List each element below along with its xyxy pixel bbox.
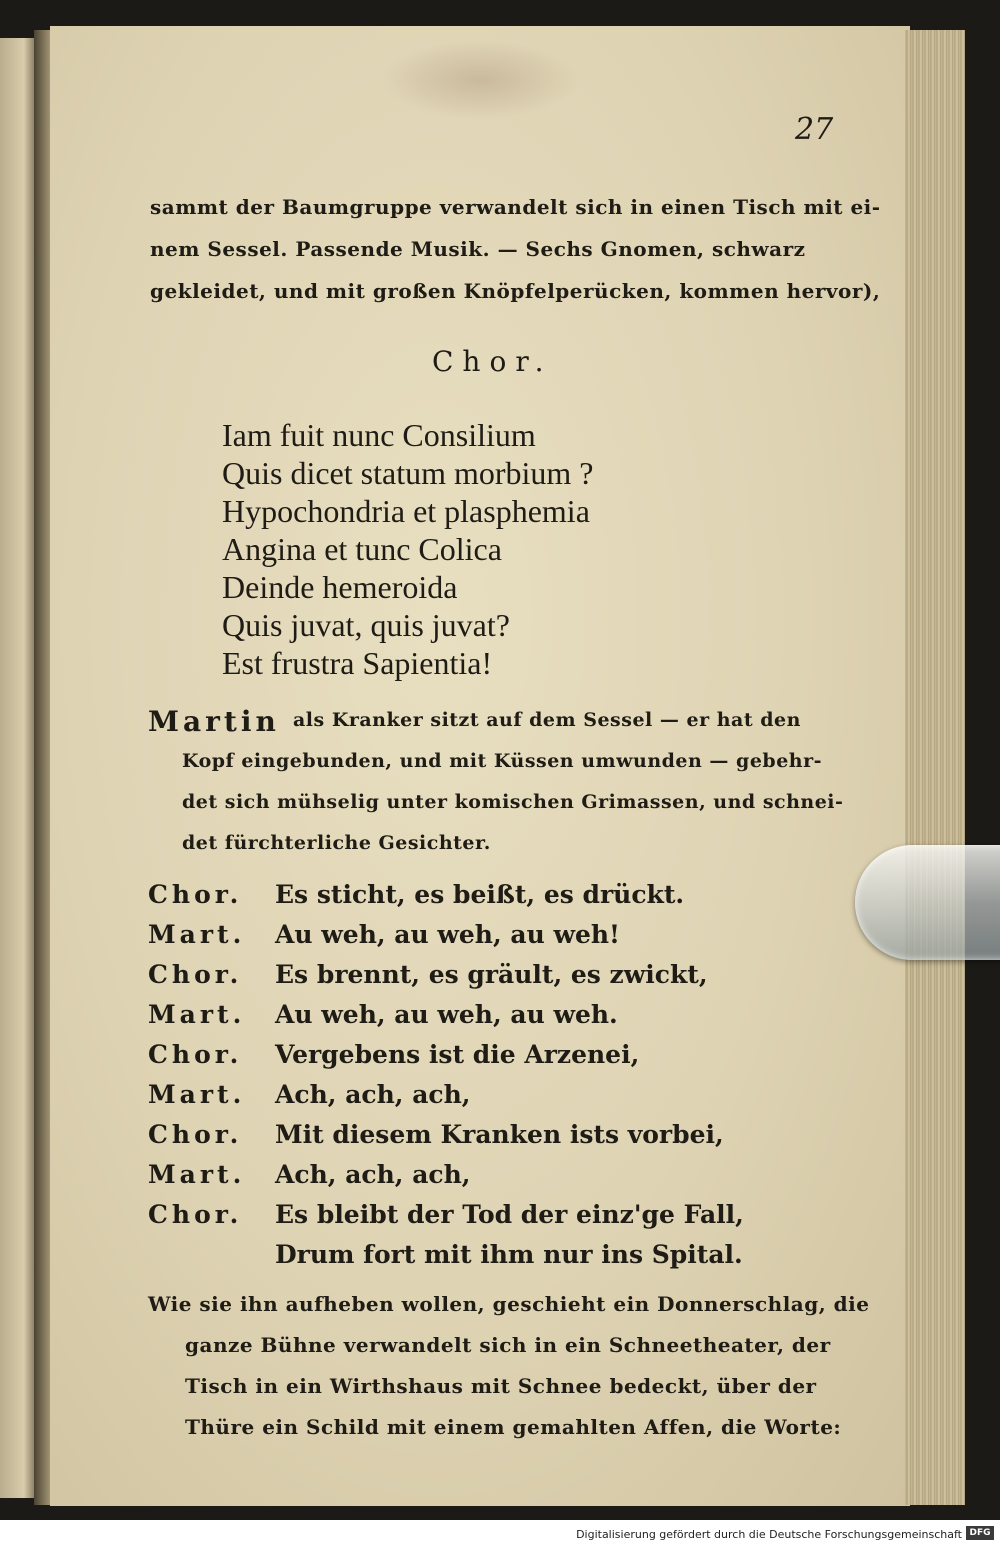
stage-direction-line: Tisch in ein Wirthshaus mit Schnee bedeckt, über der: [185, 1374, 817, 1398]
stage-direction-line: als Kranker sitzt auf dem Sessel — er hat den: [293, 709, 801, 731]
dialogue-speaker: Mart.: [148, 920, 246, 949]
left-page-edge: [0, 38, 34, 1498]
dialogue-speaker: Mart.: [148, 1000, 246, 1029]
dialogue-line: Ach, ach, ach,: [275, 1160, 471, 1189]
dialogue-speaker: Mart.: [148, 1080, 246, 1109]
dialogue-speaker: Chor.: [148, 1120, 243, 1149]
stage-direction-speaker: Martin: [148, 705, 280, 738]
stage-direction-line: Thüre ein Schild mit einem gemahlten Affen, die Worte:: [185, 1415, 842, 1439]
page-clip: [855, 845, 1000, 960]
page-number: 27: [795, 112, 834, 147]
dialogue-line: Au weh, au weh, au weh!: [275, 920, 621, 949]
dialogue-line: Es sticht, es beißt, es drückt.: [275, 880, 685, 909]
footer-credit: Digitalisierung gefördert durch die Deutsche Forschungsgemeinschaft: [576, 1528, 962, 1541]
dialogue-speaker: Mart.: [148, 1160, 246, 1189]
intro-line: nem Sessel. Passende Musik. — Sechs Gnomen, schwarz: [150, 237, 806, 261]
stage-direction-line: Kopf eingebunden, und mit Küssen umwunden — gebehr-: [182, 750, 823, 772]
stage-direction-line: ganze Bühne verwandelt sich in ein Schneetheater, der: [185, 1333, 831, 1357]
dialogue-line: Es bleibt der Tod der einz'ge Fall,: [275, 1200, 744, 1229]
dialogue-speaker: Chor.: [148, 960, 243, 989]
paper-stain: [380, 40, 580, 120]
dialogue-line: Drum fort mit ihm nur ins Spital.: [275, 1240, 743, 1269]
dialogue-speaker: Chor.: [148, 1200, 243, 1229]
latin-verse-line: Quis juvat, quis juvat?: [222, 607, 510, 643]
stage-direction-line: Wie sie ihn aufheben wollen, geschieht ein Donnerschlag, die: [148, 1292, 870, 1316]
page-stack-edge: [905, 30, 965, 1505]
stage-direction-line: det fürchterliche Gesichter.: [182, 832, 491, 854]
dialogue-line: Mit diesem Kranken ists vorbei,: [275, 1120, 724, 1149]
dialogue-line: Au weh, au weh, au weh.: [275, 1000, 618, 1029]
chorus-heading: Chor.: [432, 345, 553, 378]
dialogue-line: Es brennt, es gräult, es zwickt,: [275, 960, 708, 989]
intro-line: sammt der Baumgruppe verwandelt sich in einen Tisch mit ei-: [150, 195, 881, 219]
latin-verse-line: Est frustra Sapientia!: [222, 645, 493, 681]
dfg-logo-icon: DFG: [966, 1526, 994, 1540]
latin-verse-line: Angina et tunc Colica: [222, 531, 502, 567]
stage-direction-line: det sich mühselig unter komischen Grimassen, und schnei-: [182, 791, 844, 813]
latin-verse-line: Quis dicet statum morbium ?: [222, 455, 594, 491]
dialogue-speaker: Chor.: [148, 1040, 243, 1069]
latin-verse-line: Deinde hemeroida: [222, 569, 458, 605]
latin-verse-line: Hypochondria et plasphemia: [222, 493, 590, 529]
dialogue-speaker: Chor.: [148, 880, 243, 909]
dialogue-line: Ach, ach, ach,: [275, 1080, 471, 1109]
intro-line: gekleidet, und mit großen Knöpfelperücken, kommen hervor),: [150, 279, 881, 303]
latin-verse-line: Iam fuit nunc Consilium: [222, 417, 536, 453]
dialogue-line: Vergebens ist die Arzenei,: [275, 1040, 640, 1069]
